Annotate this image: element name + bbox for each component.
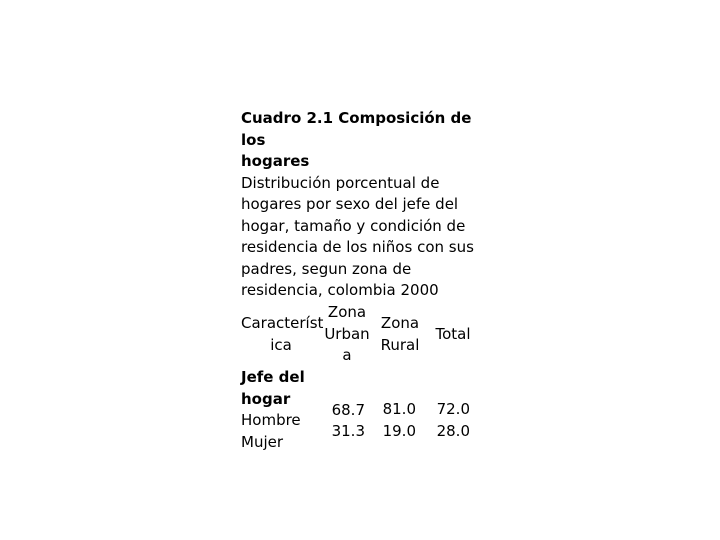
cell-mujer-total: 28.0 xyxy=(436,422,470,440)
header-total xyxy=(430,324,476,346)
caption-subtitle-line: padres, segun zona de xyxy=(241,259,412,278)
section-label-line: Jefe del xyxy=(241,368,305,386)
header-urban-line: Urban xyxy=(324,324,370,343)
row-label-mujer: Mujer xyxy=(241,433,284,451)
caption-subtitle-line: residencia, colombia 2000 xyxy=(241,281,439,299)
header-rural-zone xyxy=(376,313,424,356)
row-label-hombre: Hombre xyxy=(241,411,301,429)
header-rural-line: Zona xyxy=(380,314,420,332)
caption-subtitle-line: Distribución porcentual de xyxy=(241,173,440,192)
header-characteristic xyxy=(241,313,324,356)
cell-mujer-urban: 31.3 xyxy=(331,422,365,440)
cell-mujer-rural: 19.0 xyxy=(382,422,416,440)
caption-subtitle-line: residencia de los niños con sus xyxy=(241,238,474,256)
cell-hombre-rural: 81.0 xyxy=(382,400,416,418)
header-rural-line: Rural xyxy=(380,335,420,354)
header-total-line: Total xyxy=(435,325,471,343)
header-characteristic-line: ica xyxy=(270,335,292,354)
header-urban-line: Zona xyxy=(327,303,367,321)
cell-hombre-urban xyxy=(328,399,365,421)
header-urban-line: a xyxy=(342,346,352,364)
header-urban-zone xyxy=(322,302,372,367)
table-caption xyxy=(241,108,477,302)
section-label-line: hogar xyxy=(241,389,291,408)
cell-value: 68.7 xyxy=(331,401,365,419)
cell-hombre-total: 72.0 xyxy=(436,400,470,418)
section-label-household-head xyxy=(241,367,331,410)
caption-title-line: hogares xyxy=(241,152,310,170)
caption-subtitle-line: hogar, tamaño y condición de xyxy=(241,216,466,235)
caption-title-line: Cuadro 2.1 Composición de los xyxy=(241,109,472,149)
header-characteristic-line: Característ xyxy=(241,314,324,332)
caption-subtitle-line: hogares por sexo del jefe del xyxy=(241,195,459,213)
